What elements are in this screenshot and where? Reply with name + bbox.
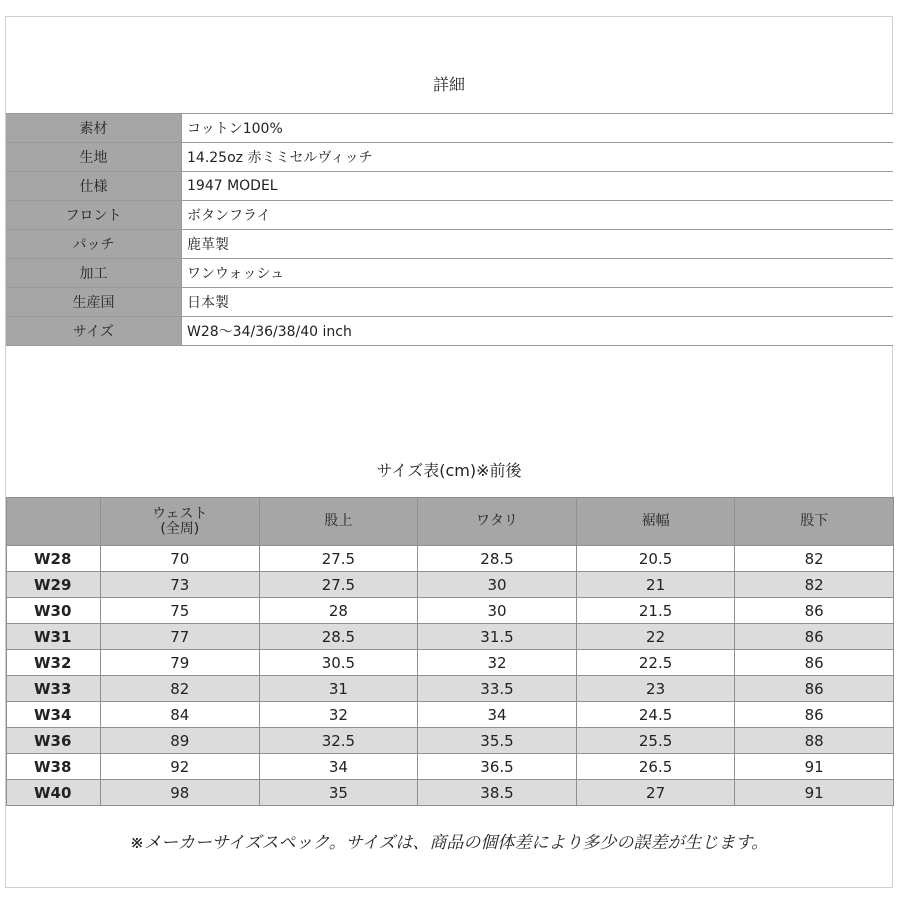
size-row-label: W28 [7,546,101,572]
page-frame [5,16,893,888]
size-row-label: W40 [7,780,101,806]
size-cell: 38.5 [418,780,577,806]
size-cell: 86 [735,650,894,676]
spec-row [6,172,893,201]
spec-label: サイズ [6,317,182,346]
size-cell: 86 [735,598,894,624]
spec-value: ワンウォッシュ [182,259,894,288]
size-cell: 34 [259,754,418,780]
size-row [7,702,894,728]
size-row-label: W38 [7,754,101,780]
size-header-thigh: ワタリ [418,498,577,546]
size-row-label: W32 [7,650,101,676]
size-header-waist [101,498,260,546]
spec-label: 素材 [6,114,182,143]
spec-label: フロント [6,201,182,230]
waist-label: ウェスト [152,505,208,522]
spec-label: 加工 [6,259,182,288]
size-cell: 23 [576,676,735,702]
spec-value: W28〜34/36/38/40 inch [182,317,894,346]
spec-row [6,317,893,346]
spec-label: パッチ [6,230,182,259]
size-row-label: W31 [7,624,101,650]
spec-value: ボタンフライ [182,201,894,230]
spec-value: コットン100% [182,114,894,143]
size-cell: 25.5 [576,728,735,754]
size-cell: 77 [101,624,260,650]
spec-row [6,114,893,143]
size-cell: 36.5 [418,754,577,780]
size-cell: 30.5 [259,650,418,676]
size-header-row [7,498,894,546]
spec-label: 仕様 [6,172,182,201]
size-cell: 27 [576,780,735,806]
size-cell: 32 [259,702,418,728]
size-cell: 28 [259,598,418,624]
size-row-label: W30 [7,598,101,624]
size-row [7,572,894,598]
size-row-label: W34 [7,702,101,728]
size-cell: 27.5 [259,546,418,572]
size-cell: 22 [576,624,735,650]
size-cell: 24.5 [576,702,735,728]
size-cell: 30 [418,598,577,624]
size-cell: 75 [101,598,260,624]
size-cell: 35 [259,780,418,806]
size-row [7,780,894,806]
spec-row [6,288,893,317]
spec-label: 生産国 [6,288,182,317]
spec-row [6,230,893,259]
size-cell: 35.5 [418,728,577,754]
size-cell: 21 [576,572,735,598]
size-header-hem: 裾幅 [576,498,735,546]
size-cell: 28.5 [259,624,418,650]
spec-row [6,201,893,230]
size-header-rise: 股上 [259,498,418,546]
size-cell: 22.5 [576,650,735,676]
size-cell: 26.5 [576,754,735,780]
size-cell: 84 [101,702,260,728]
size-cell: 98 [101,780,260,806]
spec-row [6,143,893,172]
size-cell: 91 [735,780,894,806]
spec-value: 鹿革製 [182,230,894,259]
size-cell: 86 [735,676,894,702]
size-chart-title: サイズ表(cm)※前後 [376,461,522,480]
spec-label: 生地 [6,143,182,172]
size-cell: 86 [735,702,894,728]
size-row-label: W33 [7,676,101,702]
size-cell: 82 [735,546,894,572]
size-cell: 32 [418,650,577,676]
waist-sublabel: (全周) [160,520,200,537]
size-cell: 33.5 [418,676,577,702]
size-cell: 20.5 [576,546,735,572]
spec-title: 詳細 [432,75,465,94]
size-row-label: W29 [7,572,101,598]
size-row [7,546,894,572]
size-cell: 79 [101,650,260,676]
size-cell: 34 [418,702,577,728]
size-cell: 31 [259,676,418,702]
size-cell: 70 [101,546,260,572]
spec-table [6,113,893,346]
size-row [7,754,894,780]
size-row [7,728,894,754]
size-cell: 31.5 [418,624,577,650]
size-cell: 88 [735,728,894,754]
size-row-label: W36 [7,728,101,754]
size-cell: 32.5 [259,728,418,754]
spec-row [6,259,893,288]
size-table-body [7,546,894,806]
size-cell: 91 [735,754,894,780]
size-cell: 28.5 [418,546,577,572]
size-row [7,676,894,702]
size-cell: 82 [101,676,260,702]
size-cell: 73 [101,572,260,598]
size-header-inseam: 股下 [735,498,894,546]
size-table [6,497,894,806]
size-cell: 82 [735,572,894,598]
size-cell: 27.5 [259,572,418,598]
spec-value: 1947 MODEL [182,172,894,201]
size-row [7,650,894,676]
spec-value: 14.25oz 赤ミミセルヴィッチ [182,143,894,172]
size-disclaimer-note: ※メーカーサイズスペック。サイズは、商品の個体差により多少の誤差が生じます。 [129,833,769,853]
size-header-empty [7,498,101,546]
spec-value: 日本製 [182,288,894,317]
size-row [7,624,894,650]
size-cell: 86 [735,624,894,650]
size-row [7,598,894,624]
size-cell: 89 [101,728,260,754]
size-cell: 30 [418,572,577,598]
size-cell: 92 [101,754,260,780]
size-cell: 21.5 [576,598,735,624]
